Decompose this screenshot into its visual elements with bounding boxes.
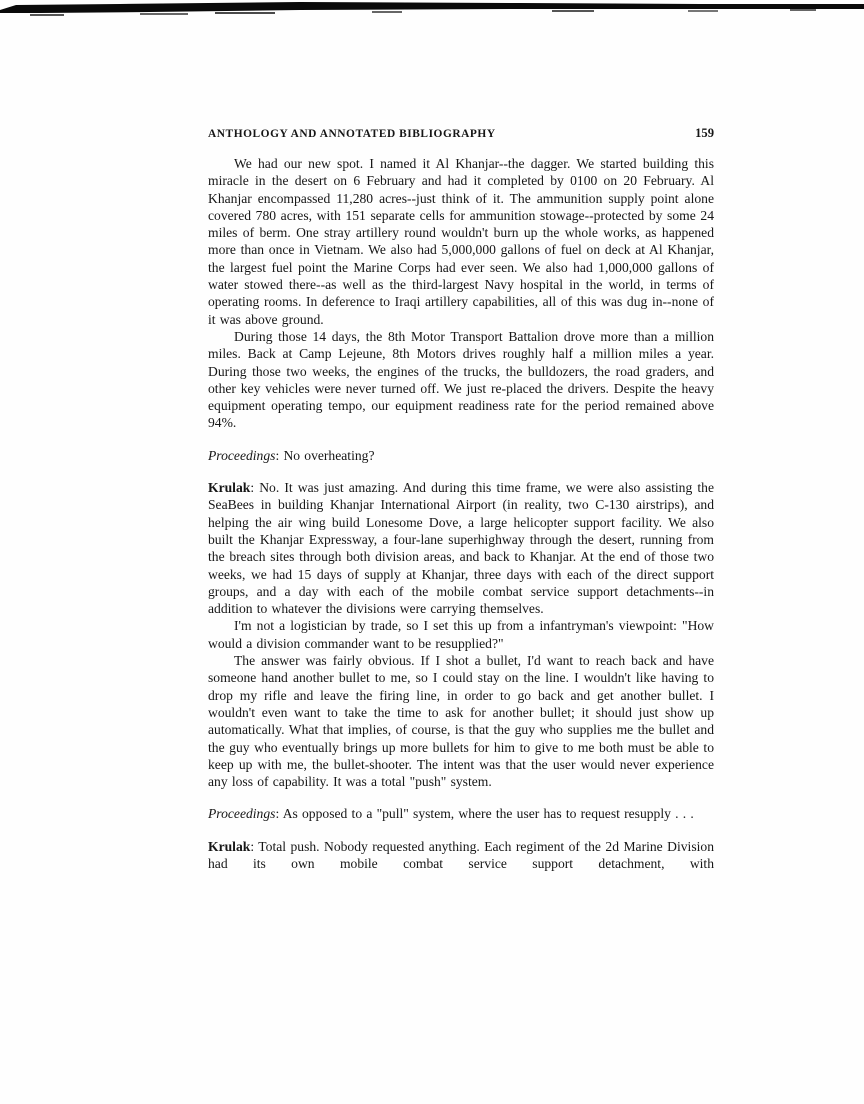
scan-artifact-bar (0, 0, 864, 22)
paragraph-text: I'm not a logistician by trade, so I set this up from a infantryman's viewpoint: "How would a division commander want to be resupplied?" (208, 618, 714, 651)
page-number: 159 (695, 126, 714, 140)
speaker-label-proceedings: Proceedings (208, 447, 276, 463)
running-header-title: ANTHOLOGY AND ANNOTATED BIBLIOGRAPHY (208, 128, 496, 140)
paragraph-text: : Total push. Nobody requested anything. Each regiment of the 2d Marine Division had its own mobile combat service support detachment, with (208, 838, 714, 871)
interviewee-answer (208, 838, 714, 873)
narrative-paragraph (208, 155, 714, 328)
interviewer-question (208, 805, 714, 822)
speaker-label-proceedings: Proceedings (208, 806, 276, 822)
speaker-label-krulak: Krulak (208, 480, 251, 496)
paragraph-text: During those 14 days, the 8th Motor Transport Battalion drove more than a million miles. Back at Camp Lejeune, 8th Motors drives roughly half a million miles a year. During those two weeks, the engines of the trucks, the bulldozers, the road graders, and other key vehicles were never turned off. We just re-placed the drivers. Despite the heavy equipment operating tempo, our equipment readiness rate for the period remained above 94%. (208, 328, 714, 431)
paragraph-text: : As opposed to a "pull" system, where the user has to request resupply . . . (275, 806, 694, 822)
paragraph-text: The answer was fairly obvious. If I shot a bullet, I'd want to reach back and have someone hand another bullet to me, so I could stay on the line. I wouldn't like having to drop my rifle and leave the firing line, in order to go back and get another bullet. I wouldn't even want to take the time to ask for another bullet; it should just show up automatically. What that implies, of course, is that the guy who supplies me the bullet and the guy who eventually brings up more bullets for him to give to me both must be able to keep up with me, the bullet-shooter. The intent was that the user would never experience any loss of capability. It was a total "push" system. (208, 653, 714, 790)
interviewee-answer (208, 479, 714, 617)
paragraph-text: : No. It was just amazing. And during this time frame, we were also assisting the SeaBees in building Khanjar International Airport (in reality, two C-130 airstrips), and helping the air wing build Lonesome Dove, a large helicopter support facility. We also built the Khanjar Expressway, a four-lane superhighway through the desert, running from the breach sites through both division areas, and back to Khanjar. At the end of those two weeks, we had 15 days of supply at Khanjar, three days with each of the direct support groups, and a day with each of the mobile combat service support detachments--in addition to whatever the divisions were carrying themselves. (208, 480, 714, 617)
answer-continued-paragraph (208, 652, 714, 790)
page-text-block (208, 126, 714, 872)
interviewer-question (208, 447, 714, 464)
narrative-paragraph (208, 328, 714, 432)
paragraph-text: We had our new spot. I named it Al Khanjar--the dagger. We started building this miracle in the desert on 6 February and had it completed by 0100 on 20 February. Al Khanjar encompassed 11,280 acres--just think of it. The ammunition supply point alone covered 780 acres, with 151 separate cells for ammunition stowage--protected by some 24 miles of berm. One stray artillery round wouldn't burn up the whole works, as happened more than once in Vietnam. We also had 5,000,000 gallons of fuel on deck at Al Khanjar, the largest fuel point the Marine Corps had ever seen. We also had 1,000,000 gallons of water stowed there--as well as the third-largest Navy hospital in the world, in terms of operating rooms. In deference to Iraqi artillery capabilities, all of this was dug in--none of it was above ground. (208, 156, 714, 327)
speaker-label-krulak: Krulak (208, 838, 251, 854)
answer-continued-paragraph (208, 617, 714, 652)
running-header (208, 126, 714, 141)
paragraph-text: : No overheating? (275, 447, 375, 463)
